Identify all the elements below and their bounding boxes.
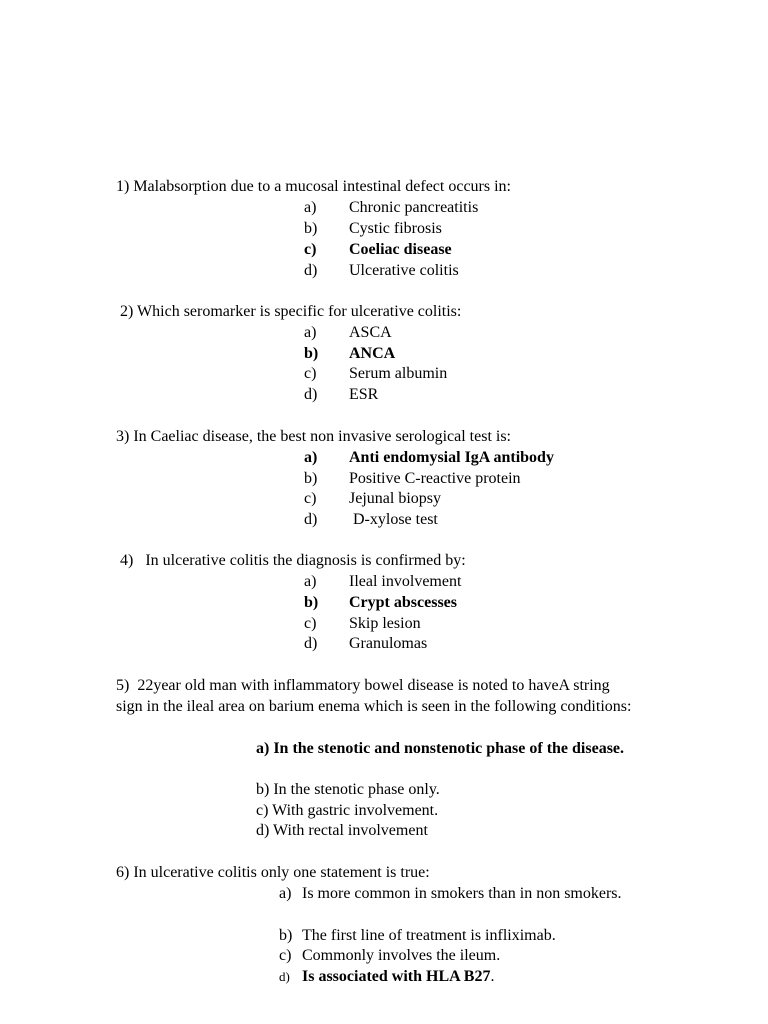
option-letter: a) [304,573,317,590]
option-text: Is associated with HLA B27 [302,968,491,985]
option-text: Is more common in smokers than in non smokers. [302,885,622,902]
option-text: ANCA [349,345,396,362]
question-5-stem: 5) 22year old man with inflammatory bowel disease is noted to haveA string sign in the ileal area on barium enema which is seen in the following conditions: [116,677,632,715]
option-text: Jejunal biopsy [349,490,441,507]
option-letter: b) [304,220,318,237]
option-letter: d) [279,969,290,984]
option-text: Commonly involves the ileum. [302,947,501,964]
question-6-option-a [279,884,642,905]
option-text: ASCA [349,324,392,341]
question-3-stem: 3) In Caeliac disease, the best non invasive serological test is: [116,428,511,445]
option-letter: c) [304,241,317,258]
question-5-option-a-correct: a) In the stenotic and nonstenotic phase of the disease. [256,740,625,757]
option-letter: a) [304,199,317,216]
option-text: Granulomas [349,635,428,652]
question-5-option-d: d) With rectal involvement [256,822,428,839]
option-suffix: . [490,968,495,985]
option-letter: c) [304,615,317,632]
question-6-option-b [279,926,639,947]
option-letter: c) [304,365,317,382]
question-6-option-c [279,946,639,967]
option-text: Ulcerative colitis [349,262,459,279]
option-letter: a) [304,449,318,466]
option-letter: c) [304,490,317,507]
option-letter: d) [304,386,318,403]
question-1-stem: 1) Malabsorption due to a mucosal intestinal defect occurs in: [116,178,511,195]
option-text: Coeliac disease [349,241,452,258]
option-letter: a) [279,885,292,902]
option-letter: a) [304,324,317,341]
option-text: Positive C-reactive protein [349,470,521,487]
option-text: D-xylose test [349,511,438,528]
question-5-option-c: c) With gastric involvement. [256,802,439,819]
option-letter: d) [304,635,318,652]
option-text: Crypt abscesses [349,594,457,611]
question-2-stem: 2) Which seromarker is specific for ulcerative colitis: [120,303,462,320]
option-letter: d) [304,511,318,528]
option-letter: b) [279,927,293,944]
option-letter: d) [304,262,318,279]
question-6-stem: 6) In ulcerative colitis only one statement is true: [116,864,430,881]
option-letter: b) [304,470,318,487]
option-text: Skip lesion [349,615,421,632]
question-4-stem: 4) In ulcerative colitis the diagnosis is confirmed by: [120,552,466,569]
question-6-option-d-correct [279,967,639,988]
option-text: Serum albumin [349,365,448,382]
option-text: ESR [349,386,379,403]
option-text: Ileal involvement [349,573,462,590]
option-letter: b) [304,594,319,611]
option-text: Cystic fibrosis [349,220,442,237]
option-text: Chronic pancreatitis [349,199,479,216]
question-5-option-b: b) In the stenotic phase only. [256,781,440,798]
option-letter: b) [304,345,319,362]
option-text: Anti endomysial IgA antibody [349,449,554,466]
option-text: The first line of treatment is infliximab. [302,927,556,944]
option-letter: c) [279,947,292,964]
